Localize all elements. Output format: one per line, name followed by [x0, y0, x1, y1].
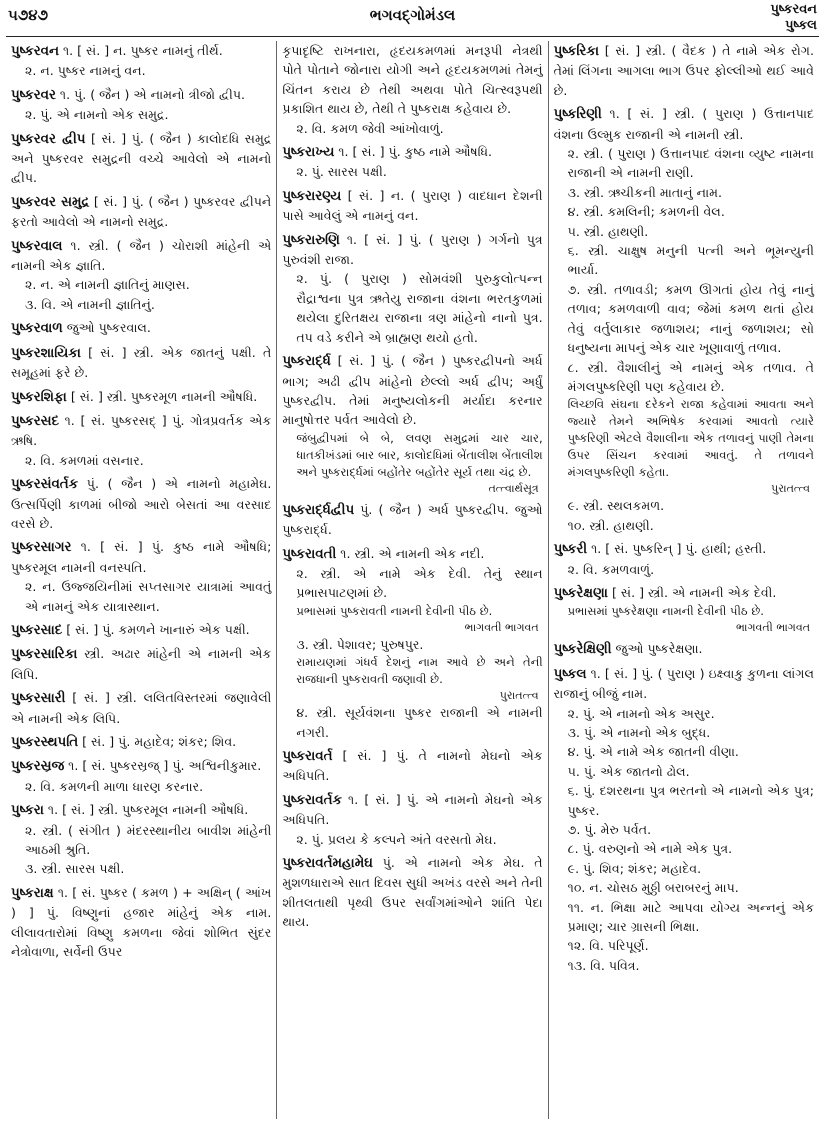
sub-sense: ૩. સ્ત્રી. ઋચીકની માતાનું નામ.: [567, 184, 723, 200]
sub-sense: ૧૨. વિ. પરિપૂર્ણ.: [567, 938, 649, 954]
sub-sense: ૧૧. ન. ભિક્ષા માટે આપવા યોગ્ય અન્નનું એક પ્રમાણ; ચાર ગ્રાસની ભિક્ષા.: [567, 899, 814, 935]
page-number: ૫૭૪૭: [8, 6, 49, 24]
dictionary-entry: [11, 883, 271, 962]
sub-sense: ૩. સ્ત્રી. સારસ પક્ષી.: [25, 861, 125, 877]
dictionary-entry: [11, 756, 271, 796]
headword: પુષ્કરસ્રજ: [11, 759, 65, 775]
citation-quote: રામાયણમાં ગંધર્વ દેશનું નામ આવે છે અને તેની રાજધાની પુષ્કરાવતી જણાવી છે.: [296, 655, 543, 687]
entry-definition: [11, 192, 271, 232]
entry-definition: [282, 544, 542, 564]
dictionary-entry: [11, 620, 271, 640]
citation-quote: લિચ્છવિ સંઘના દરેકને રાજા કહેવામાં આવતા અને જ્યારે તેમને અભિષેક કરવામાં આવતો ત્યારે પુષ્કરિણી એટલે વૈશાલીના એક તળાવનું પાણી તેમના ઉપર સિંચન કરવામાં આવતું. તે તળાવને મંગલપુષ્કરિણી કહેતા.: [567, 397, 814, 480]
headword: પુષ્કરી: [553, 542, 588, 558]
sub-sense: ૩. વિ. એ નામની જ્ઞાતિનું.: [25, 296, 155, 312]
definition-text: ૧. [ સં. ] પું. કુષ્ઠ નામે ઔષધિ; પુષ્કરમૂલ નામની વનસ્પતિ.: [11, 539, 272, 575]
entry-definition: [554, 539, 814, 559]
citation-quote: જંબુદ્વીપમાં બે બે, લવણ સમુદ્રમાં ચાર ચાર, ધાતકીખંડમાં બાર બાર, કાલોદધિમાં બેંતાલીશ બેંતાલીશ અને પુષ્કરાર્દ્ધમાં બહોંતેર બહોંતેર સૂર્ય તથા ચંદ્ર છે.: [296, 430, 543, 479]
headword: પુષ્કરસારી: [11, 691, 66, 707]
headword: પુષ્કરારણ્ય: [282, 188, 342, 204]
headword: પુષ્કરાવતી: [282, 546, 337, 562]
dictionary-entry: [282, 544, 542, 742]
sub-sense: ૯. સ્ત્રી. સ્થલકમળ.: [567, 498, 665, 514]
entry-definition: [282, 790, 542, 830]
entry-definition: [11, 756, 271, 776]
entry-definition: [11, 688, 271, 728]
sub-sense: ૫. સ્ત્રી. હાથણી.: [567, 223, 649, 239]
headword: પુષ્કરાક્ષ: [11, 885, 54, 901]
definition-text: [ સં. ] સ્ત્રી. લલિતવિસ્તરમાં જણાવેલી એ નામની એક લિપિ.: [11, 690, 272, 726]
entry-definition: [11, 411, 271, 451]
definition-text: [ સં. ] સ્ત્રી. ( વૈદક ) તે નામે એક રોગ. તેમાં લિંગના આગલા ભાગ ઉપર ફોલ્લીઓ થઈ આવે છે.: [553, 43, 814, 98]
dictionary-entry: [554, 539, 814, 579]
citation-quote: પ્રભાસમાં પુષ્કરાવતી નામની દેવીની પીઠ છે.: [296, 603, 493, 618]
definition-text: ૧. પું. ( જૈન ) એ નામનો ત્રીજો દ્વીપ.: [55, 86, 245, 102]
entry-definition: [11, 41, 271, 61]
headword: પુષ્કરા: [11, 803, 44, 819]
entry-definition: [11, 85, 271, 105]
definition-text: ૧. [ સં. પુષ્કરિન્ ] પું. હાથી; હસ્તી.: [587, 541, 767, 557]
sub-sense: ૨. પું. સારસ પક્ષી.: [296, 164, 387, 180]
headword: પુષ્કલ: [553, 666, 587, 682]
entry-definition: [11, 537, 271, 577]
citation-source: પુરાતત્ત્વ: [499, 689, 539, 703]
citation-quote: પ્રભાસમાં પુષ્કરેક્ષણા નામની દેવીની પીઠ છે.: [567, 604, 764, 619]
entry-definition: [282, 230, 542, 270]
definition-text: ૧. [ સં. ] સ્ત્રી. ( પુરાણ ) ઉત્તાનપાદ વંશના ઉલ્મુક રાજાની એ નામની સ્ત્રી.: [553, 106, 814, 142]
sub-sense: ૨. સ્ત્રી. ( સંગીત ) મંદરસ્થાનીય બાવીશ માંહેની આઠમી શ્રુતિ.: [25, 822, 272, 858]
headword: પુષ્કરશાયિકા: [11, 345, 81, 361]
entry-definition: [11, 387, 271, 407]
sub-sense: ૬. પું. દશરથના પુત્ર ભરતનો એ નામનો એક પુત્ર; પુષ્કર.: [567, 783, 814, 818]
dictionary-entry: [11, 537, 271, 616]
headword: પુષ્કરાર્દ્ધ: [282, 354, 331, 370]
definition-text: કૃપાદૃષ્ટિ રાખનારા, હૃદયકમળમાં મનરૂપી નેત્રથી પોતે પોતાને જોનારા યોગી અને હૃદયકમળમાં તેમનું ચિંતન કરાય છે તેથી અથવા પોતે ચિત્સ્વરૂપથી પ્રકાશિત થાય છે, તેથી તે પુષ્કરાક્ષ કહેવાય છે.: [282, 43, 543, 117]
dictionary-entry: [282, 142, 542, 182]
column-1: [6, 41, 276, 1119]
dictionary-entry: [282, 500, 542, 540]
headword: પુષ્કરવર: [11, 87, 56, 103]
headword: પુષ્કરવાળ: [11, 321, 63, 337]
definition-text: જુઓ પુષ્કરેક્ષણા.: [611, 641, 703, 657]
entry-definition: [282, 186, 542, 226]
dictionary-entry: [11, 41, 271, 81]
headword: પુષ્કરસંવર્તક: [11, 477, 79, 493]
headword: પુષ્કરવાલ: [11, 238, 63, 254]
definition-text: ૧. [ સં. પુષ્કરસ્રજ્ ] પું. અશ્વિનીકુમાર.: [64, 758, 262, 774]
sub-sense: ૬. સ્ત્રી. ચાક્ષુષ મનુની પત્ની અને ભૂમન્યુની ભાર્યા.: [567, 243, 814, 278]
entry-definition: [11, 732, 271, 752]
sub-sense: ૩. સ્ત્રી. પેશાવર; પુરુષપુર.: [296, 636, 424, 652]
sub-sense: ૮. પું. વરુણનો એ નામે એક પુત્ર.: [567, 841, 733, 857]
dictionary-entry: [282, 230, 542, 347]
headword: પુષ્કરાવર્તમહામેઘ: [282, 856, 373, 871]
dictionary-entry: [554, 583, 814, 635]
sub-sense: ૧૦. સ્ત્રી. હાથણી.: [567, 517, 654, 533]
entry-definition: [11, 620, 271, 640]
dictionary-entry: [554, 104, 814, 535]
dictionary-entry: [282, 41, 542, 138]
column-2: [276, 41, 547, 1119]
dictionary-entry: [11, 129, 271, 188]
definition-text: [ સં. ] ન. ( પુરાણ ) વાદધાન દેશની પાસે આવેલું એ નામનું વન.: [282, 187, 543, 224]
entry-definition: [554, 639, 814, 659]
dictionary-entry: [282, 746, 542, 786]
definition-text: [ સં. ] પું. મહાદેવ; શંકર; શિવ.: [78, 734, 237, 749]
sub-sense: ૨. પું. પ્રલય કે કલ્પને અંતે વરસતો મેઘ.: [296, 831, 497, 847]
definition-text: ૧. [ સં. પુષ્કર ( કમળ ) + અક્ષિન્ ( આંખ ) ] પું. વિષ્ણુનાં હજાર માંહેનું એક નામ. લીલાવતારોમાં વિષ્ણુ કમળના જેવાં શોભિત સુંદર નેત્રોવાળા, સર્વેની ઉપર: [11, 884, 272, 960]
headword: પુષ્કરવન: [11, 44, 59, 59]
sub-sense: ૨. વિ. કમળમાં વસનાર.: [25, 452, 144, 468]
headword: પુષ્કરાર્દ્ધદ્વીપ: [282, 502, 355, 518]
definition-text: [ સં. ] સ્ત્રી. એક જાતનું પક્ષી. તે સમૂહમાં ફરે છે.: [11, 344, 272, 381]
guide-word-first: પુષ્કરવન: [770, 2, 817, 17]
dictionary-entry: [11, 343, 271, 383]
entry-definition: [554, 664, 814, 704]
sub-sense: ૨. ન. પુષ્કર નામનું વન.: [25, 63, 146, 79]
definition-text: ૧. [ સં. ] સ્ત્રી. પુષ્કરમૂલ નામની ઔષધિ.: [43, 802, 249, 818]
dictionary-entry: [11, 474, 271, 533]
definition-text: સ્ત્રી. અઢાર માંહેની એ નામની એક લિપિ.: [11, 646, 272, 682]
definition-text: ૧. [ સં. ] પું. કુષ્ઠ નામે ઔષધિ.: [334, 144, 493, 160]
dictionary-entry: [282, 790, 542, 849]
entry-definition: [282, 853, 542, 932]
citation-source: ભાગવતી ભાગવત: [464, 620, 539, 634]
dictionary-entry: [11, 800, 271, 879]
entry-definition: [11, 883, 271, 962]
sub-sense: ૨. ન. એ નામની જ્ઞાતિનું માણસ.: [25, 277, 190, 293]
dictionary-entry: [282, 351, 542, 496]
headword: પુષ્કરિકા: [553, 44, 600, 59]
definition-text: [ સં. ] પું. ( જૈન ) પુષ્કરદ્વીપનો અર્ધ ભાગ; અઢી દ્વીપ માંહેનો છેલ્લો અર્ધ દ્વીપ; અર્ધું પુષ્કરદ્વીપ. તેમાં મનુષ્યલોકની મર્યાદા કરનાર માનુષોત્તર પર્વત આવેલો છે.: [282, 353, 543, 428]
dictionary-entry: [282, 186, 542, 226]
book-title: ભગવદ્ગોમંડલ: [369, 6, 456, 24]
dictionary-entry: [11, 387, 271, 407]
headword: પુષ્કરારુણિ: [282, 232, 340, 248]
sub-sense: ૭. પું. મેરુ પર્વત.: [567, 822, 652, 837]
headword: પુષ્કરેક્ષિણી: [553, 642, 612, 658]
entry-definition: [11, 800, 271, 820]
sub-sense: ૨. વિ. કમળવાળું.: [567, 561, 655, 577]
citation-source: તત્ત્વાર્થસૂત્ર: [488, 481, 539, 495]
definition-text: ૧. [ સં. ] ન. પુષ્કર નામનું તીર્થ.: [58, 43, 223, 58]
sub-sense: ૮. સ્ત્રી. વૈશાલીનું એ નામનું એક તળાવ. તે મંગલપુષ્કરિણી પણ કહેવાય છે.: [567, 359, 814, 394]
sub-sense: ૭. સ્ત્રી. તળાવડી; કમળ ઊગતાં હોય તેવું નાનું તળાવ; કમળવાળી વાવ; જેમાં કમળ થતાં હોય તેવું વર્તુલાકાર જળાશય; નાનું જળાશય; સો ધનુષ્યના માપનું એક ચાર ખૂણાવાળું તળાવ.: [567, 281, 814, 356]
sub-sense: ૨. પું. એ નામનો એક અસુર.: [567, 705, 715, 721]
definition-text: ૧. [ સં. ] પું. ( પુરાણ ) ઇક્ષ્વાકુ કુળના લાંગલ રાજાનું બીજું નામ.: [553, 665, 814, 702]
dictionary-entry: [11, 644, 271, 684]
headword: પુષ્કરસ્થપતિ: [11, 735, 79, 750]
headword: પુષ્કરિણી: [553, 107, 602, 123]
headword: પુષ્કરશિફા: [11, 389, 67, 405]
sub-sense: ૨. સ્ત્રી. એ નામે એક દેવી. તેનું સ્થાન પ્રભાસપાટણમાં છે.: [296, 565, 543, 601]
definition-text: પું. ( જૈન ) એ નામનો મહામેઘ. ઉત્સર્પિણી કાળમાં બીજો આરો બેસતાં આ વરસાદ વરસે છે.: [11, 476, 272, 531]
definition-text: ૧. [ સં. ] પું. ( પુરાણ ) ગર્ગનો પુત્ર પુરુવંશી રાજા.: [282, 231, 543, 268]
entry-definition: [11, 318, 271, 338]
dictionary-entry: [11, 411, 271, 470]
sub-sense: ૪. સ્ત્રી. કમલિની; કમળની વેલ.: [567, 204, 725, 220]
dictionary-entry: [554, 639, 814, 659]
dictionary-entry: [554, 664, 814, 976]
headword: પુષ્કરસારિકા: [11, 647, 78, 663]
headword: પુષ્કરસદ: [11, 413, 59, 429]
sub-sense: ૨. વિ. કમળ જેવી આંખોવાળું.: [296, 120, 444, 136]
headword: પુષ્કરાવર્તક: [282, 792, 342, 808]
column-3: [548, 41, 819, 1119]
headword: પુષ્કરસાગર: [11, 540, 72, 556]
definition-text: [ સં. ] પું. તે નામનો મેઘનો એક અધિપતિ.: [282, 747, 543, 784]
headword: પુષ્કરાખ્ય: [282, 145, 335, 161]
definition-text: [ સં. ] સ્ત્રી. પુષ્કરમૂળ નામની ઔષધિ.: [66, 388, 258, 404]
dictionary-entry: [11, 192, 271, 232]
guide-word-last: પુષ્કલ: [785, 18, 817, 33]
entry-definition: [554, 41, 814, 100]
headword: પુષ્કરાવર્ત: [282, 748, 333, 764]
sub-sense: ૨. પું. એ નામનો એક સમુદ્ર.: [25, 107, 169, 123]
entry-definition: [554, 583, 814, 603]
sub-sense: ૧૦. ન. ચોસઠ મુઠ્ઠી બરાબરનું માપ.: [567, 880, 739, 896]
sub-sense: ૨. ન. ઉજ્જયિનીમાં સપ્તસાગર યાત્રામાં આવતું એ નામનું એક યાત્રાસ્થાન.: [25, 579, 272, 614]
headword: પુષ્કરવર સમુદ્ર: [11, 194, 90, 210]
sub-sense: ૧૩. વિ. પવિત્ર.: [567, 957, 640, 973]
definition-text: જુઓ પુષ્કરવાલ.: [62, 320, 151, 336]
definition-text: [ સં. ] પું. કમળને ખાનારું એક પક્ષી.: [62, 621, 250, 637]
definition-text: [ સં. ] પું. ( જૈન ) પુષ્કરવર દ્વીપને ફરતો આવેલો એ નામનો સમુદ્ર.: [11, 193, 272, 230]
entry-definition: [282, 746, 542, 786]
definition-text: ૧. સ્ત્રી. ( જૈન ) ચોરાશી માંહેની એ નામની એક જ્ઞાતિ.: [11, 237, 272, 274]
definition-text: પું. ( જૈન ) અર્ધ પુષ્કરદ્વીપ. જુઓ પુષ્કરાર્દ્ધ.: [282, 501, 543, 538]
sub-sense: ૨. સ્ત્રી. ( પુરાણ ) ઉત્તાનપાદ વંશના વ્યુષ્ટ નામના રાજાની એ નામની રાણી.: [567, 146, 814, 181]
sub-sense: ૪. પું. એ નામે એક જાતની વીણા.: [567, 744, 739, 760]
citation-source: ભાગવતી ભાગવત: [736, 621, 810, 635]
dictionary-entry: [554, 41, 814, 100]
sub-sense: ૫. પું. એક જાતનો ઢોલ.: [567, 763, 690, 779]
headword: પુષ્કરસાદ: [11, 622, 63, 638]
definition-text: પું. એ નામનો એક મેઘ. તે મુશળધારાએ સાત દિવસ સુધી અખંડ વરસે અને તેની શીતલતાથી પૃથ્વી ઉપર સર્વાંગમાંઓને શાંતિ પેદા થાય.: [282, 855, 543, 930]
entry-definition: [11, 343, 271, 383]
entry-definition: [282, 500, 542, 540]
dictionary-columns: [6, 41, 819, 1119]
dictionary-entry: [11, 236, 271, 315]
headword: પુષ્કરવર દ્વીપ: [11, 131, 86, 147]
sub-sense: ૯. પું. શિવ; શંકર; મહાદેવ.: [567, 860, 702, 876]
headword: પુષ્કરેક્ષણા: [553, 585, 608, 601]
page-header: [6, 0, 819, 37]
entry-definition: [11, 644, 271, 684]
dictionary-entry: [282, 853, 542, 932]
definition-text: ૧. સ્ત્રી. એ નામની એક નદી.: [336, 545, 485, 561]
entry-definition: [282, 351, 542, 430]
definition-text: [ સં. ] પું. ( જૈન ) કાલોદધિ સમુદ્ર અને પુષ્કરવર સમુદ્રની વચ્ચે આવેલો એ નામનો દ્વીપ.: [11, 130, 272, 186]
entry-definition: [11, 129, 271, 188]
citation-source: પુરાતત્ત્વ: [771, 482, 810, 496]
definition-text: [ સં. ] સ્ત્રી. એ નામની એક દેવી.: [607, 584, 777, 600]
guide-words: [770, 2, 817, 34]
definition-text: ૧. [ સં. પુષ્કરસદ્ ] પું. ગોત્રપ્રવર્તક એક ઋષિ.: [11, 412, 272, 449]
dictionary-entry: [11, 732, 271, 752]
entry-definition: [282, 41, 542, 119]
entry-definition: [554, 104, 814, 144]
sub-sense: ૪. સ્ત્રી. સૂર્યવંશના પુષ્કર રાજાની એ નામની નગરી.: [296, 705, 543, 740]
definition-text: ૧. [ સં. ] પું. એ નામનો મેઘનો એક અધિપતિ.: [282, 791, 543, 828]
entry-definition: [11, 236, 271, 276]
dictionary-entry: [11, 688, 271, 728]
sub-sense: ૩. પું. એ નામનો એક બુદ્ધ.: [567, 724, 711, 740]
dictionary-entry: [11, 318, 271, 338]
entry-definition: [282, 142, 542, 162]
entry-definition: [11, 474, 271, 533]
sub-sense: ૨. વિ. કમળની માળા ધારણ કરનાર.: [25, 778, 204, 794]
dictionary-entry: [11, 85, 271, 125]
sub-sense: ૨. પું. ( પુરાણ ) સોમવંશી પુરુકુલોત્પન્ન રૌદ્રાશ્વના પુત્ર ઋતેયુ રાજાના વંશના ભરતકુળમાં થયેલા દુરિતક્ષય રાજાના ત્રણ માંહેનો નાનો પુત્ર. તપ વડે કરીને એ બ્રાહ્મણ થયો હતો.: [296, 271, 543, 345]
